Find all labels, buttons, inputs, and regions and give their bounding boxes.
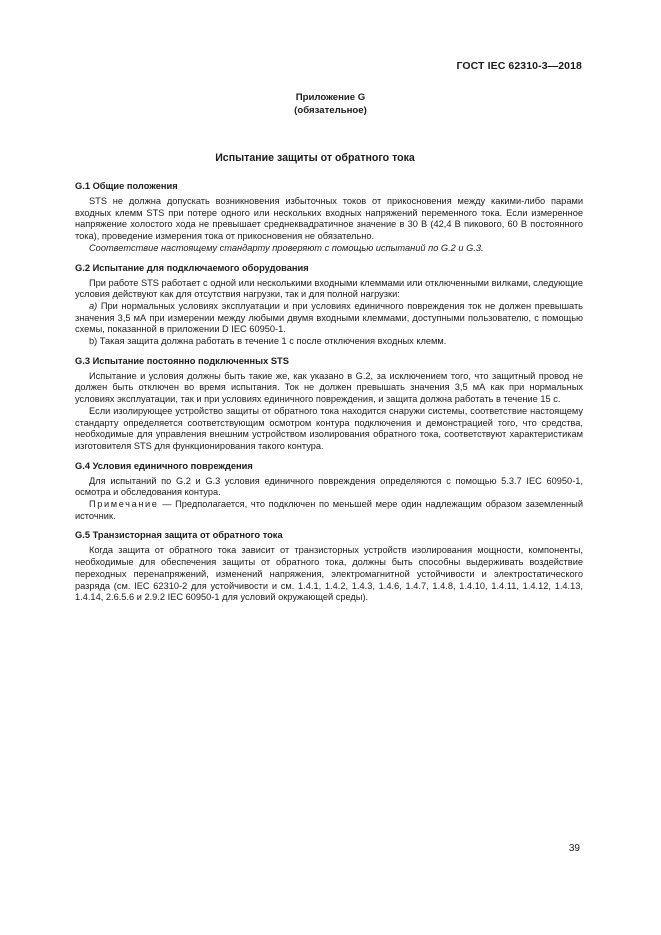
section-g3 <box>75 355 583 453</box>
paragraph <box>75 301 583 336</box>
paragraph: STS не должна допускать возникновения избыточных токов от прикосновения между какими-либо парами входных клемм STS при потере одного или нескольких входных напряжений переменного тока. Если измеренное напряжение холостого хода не превышает среднеквадратичное значение в 30 В (42,4 В пикового, 60 В постоянного тока), проведение измерения тока от прикосновения не обязательно. <box>75 196 583 242</box>
item-text: При нормальных условиях эксплуатации и при условиях единичного повреждения ток не должен превышать значения 3,5 мА при измерении между любыми двумя входными клеммами, доступными пользователю, с помощью схемы, показанной в приложении D IEC 60950-1. <box>75 300 583 335</box>
note <box>75 499 583 522</box>
document-body <box>75 180 583 611</box>
section-heading: G.3 Испытание постоянно подключенных STS <box>75 355 289 366</box>
annex-status: (обязательное) <box>294 105 367 116</box>
section-heading: G.4 Условия единичного повреждения <box>75 460 253 471</box>
section-g5 <box>75 529 583 604</box>
paragraph: Когда защита от обратного тока зависит от транзисторных устройств изолирования мощности, компоненты, необходимые для обеспечения защиты от обратного тока, должны быть способны выдерживать воздействие переходных перенапряжений, изменений напряжения, электромагнитной устойчивости и электростатического разряда (см. IEC 62310-2 для устойчивости и см. 1.4.1, 1.4.2, 1.4.3, 1.4.6, 1.4.7, 1.4.8, 1.4.10, 1.4.11, 1.4.12, 1.4.13, 1.4.14, 2.6.5.6 и 2.9.2 IEC 60950-1 для условий окружающей среды). <box>75 545 583 603</box>
paragraph: Испытание и условия должны быть такие же, как указано в G.2, за исключением того, что защитный провод не должен быть отключен во время испытания. Ток не должен превышать значения 3,5 мА как при нормальных условиях эксплуатации, так и при условиях единичного повреждения, и защита должна работать в течение 15 с. <box>75 370 583 405</box>
paragraph: При работе STS работает с одной или несколькими входными клеммами или отключенными вилками, следующие условия действуют как для отсутствия нагрузки, так и для полной нагрузки: <box>75 277 583 300</box>
annex-title: Приложение G <box>295 92 366 103</box>
annex-heading <box>0 91 661 117</box>
paragraph: Для испытаний по G.2 и G.3 условия единичного повреждения определяются с помощью 5.3.7 IEC 60950-1, осмотра и обследования контура. <box>75 475 583 498</box>
section-g4 <box>75 460 583 523</box>
section-heading: G.2 Испытание для подключаемого оборудования <box>75 262 309 273</box>
section-heading: G.5 Транзисторная защита от обратного тока <box>75 530 283 541</box>
item-label: a) <box>89 300 98 311</box>
page-title: Испытание защиты от обратного тока <box>215 152 415 164</box>
paragraph: Если изолирующее устройство защиты от обратного тока находится снаружи системы, соответствие настоящему стандарту определяется соответствующим осмотром контура подключения и демонстрацией того, что средства, необходимые для управления внешним устройством изолирования обратного тока, соответствуют характеристикам изготовителя STS для функционирования такого контура. <box>75 405 583 451</box>
paragraph: b) Такая защита должна работать в течение 1 с после отключения входных клемм. <box>89 336 447 347</box>
page-number: 39 <box>568 843 580 854</box>
note-text: — Предполагается, что подключен по меньшей мере один надлежащим образом заземленный источник. <box>75 499 583 521</box>
note-label: Примечание <box>89 499 159 510</box>
section-g1 <box>75 180 583 255</box>
paragraph: Соответствие настоящему стандарту проверяют с помощью испытаний по G.2 и G.3. <box>89 242 484 253</box>
standard-designation: ГОСТ IEC 62310-3—2018 <box>456 60 582 72</box>
section-heading: G.1 Общие положения <box>75 181 178 191</box>
section-g2 <box>75 262 583 348</box>
